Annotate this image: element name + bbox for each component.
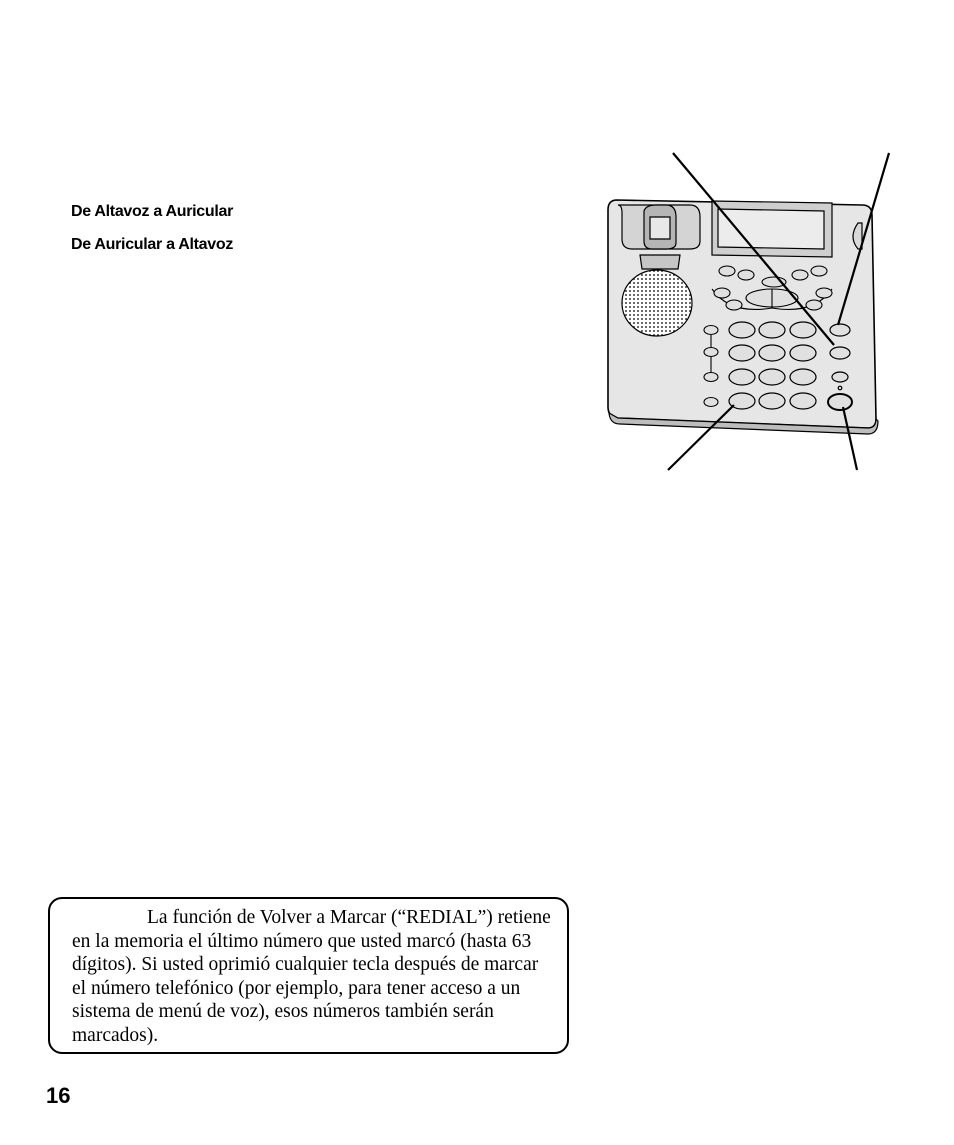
heading-handset-to-speaker: De Auricular a Altavoz bbox=[71, 236, 234, 253]
page-number: 16 bbox=[46, 1083, 71, 1108]
heading-speaker-to-handset: De Altavoz a Auricular bbox=[71, 203, 234, 220]
lcd-display bbox=[712, 201, 832, 257]
redial-note-text: La función de Volver a Marcar (“REDIAL”) retiene en la memoria el último número que usted marcó (hasta 63 dígitos). Si usted oprimió cualquier tecla después de marcar el número telefónico (por ejemplo, para tener acceso a un sistema de menú de voz), esos números también serán marcados). bbox=[72, 907, 551, 1046]
telephone-illustration bbox=[600, 145, 900, 475]
redial-note-box bbox=[48, 897, 569, 1054]
